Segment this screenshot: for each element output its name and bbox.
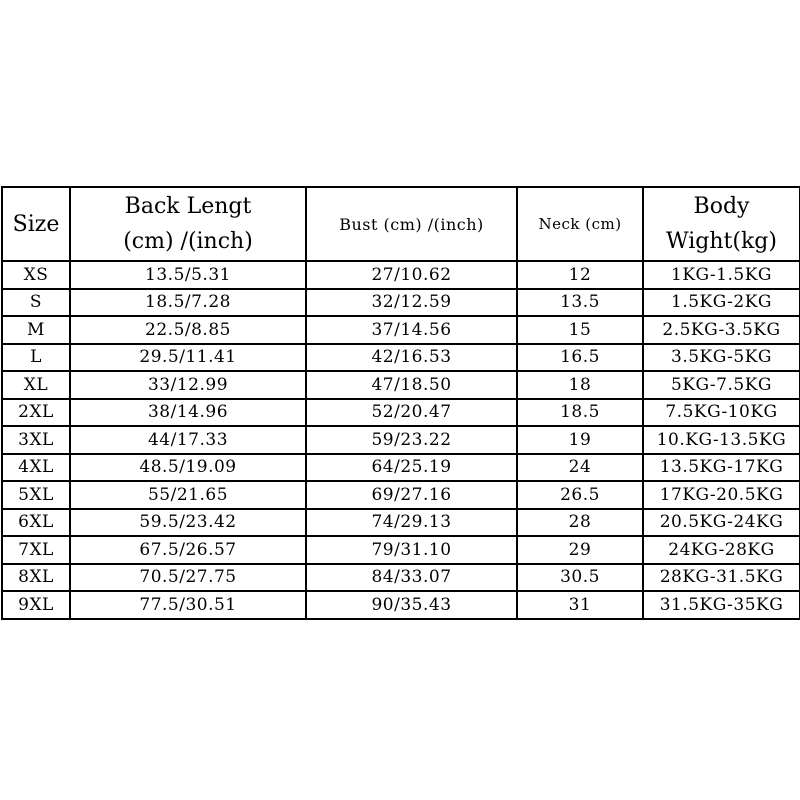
bust-cell: 42/16.53: [306, 344, 517, 372]
header-row: [2, 187, 800, 261]
header-back-length-line1: Back Lengt: [124, 194, 252, 219]
bust-cell: 59/23.22: [306, 426, 517, 454]
table-row: [2, 536, 800, 564]
body-weight-cell: 13.5KG-17KG: [643, 454, 800, 482]
neck-cell: 19: [517, 426, 643, 454]
header-body-weight: [643, 187, 800, 261]
back-length-cell: 22.5/8.85: [70, 316, 306, 344]
size-cell: L: [2, 344, 70, 372]
body-weight-cell: 10.KG-13.5KG: [643, 426, 800, 454]
size-chart-body: [2, 261, 800, 619]
header-neck: Neck (cm): [517, 187, 643, 261]
header-back-length-line2: (cm) /(inch): [123, 229, 253, 254]
header-size: Size: [2, 187, 70, 261]
body-weight-cell: 1.5KG-2KG: [643, 289, 800, 317]
size-cell: 6XL: [2, 509, 70, 537]
size-cell: XS: [2, 261, 70, 289]
bust-cell: 47/18.50: [306, 371, 517, 399]
back-length-cell: 29.5/11.41: [70, 344, 306, 372]
size-cell: S: [2, 289, 70, 317]
size-cell: 8XL: [2, 564, 70, 592]
neck-cell: 13.5: [517, 289, 643, 317]
table-row: [2, 371, 800, 399]
neck-cell: 12: [517, 261, 643, 289]
body-weight-cell: 7.5KG-10KG: [643, 399, 800, 427]
bust-cell: 52/20.47: [306, 399, 517, 427]
bust-cell: 79/31.10: [306, 536, 517, 564]
bust-cell: 74/29.13: [306, 509, 517, 537]
body-weight-cell: 31.5KG-35KG: [643, 591, 800, 619]
back-length-cell: 44/17.33: [70, 426, 306, 454]
size-cell: 7XL: [2, 536, 70, 564]
size-cell: M: [2, 316, 70, 344]
bust-cell: 84/33.07: [306, 564, 517, 592]
back-length-cell: 59.5/23.42: [70, 509, 306, 537]
table-row: [2, 481, 800, 509]
back-length-cell: 48.5/19.09: [70, 454, 306, 482]
back-length-cell: 18.5/7.28: [70, 289, 306, 317]
neck-cell: 26.5: [517, 481, 643, 509]
table-row: [2, 289, 800, 317]
back-length-cell: 70.5/27.75: [70, 564, 306, 592]
table-row: [2, 426, 800, 454]
body-weight-cell: 28KG-31.5KG: [643, 564, 800, 592]
table-row: [2, 261, 800, 289]
header-body-weight-line2: Wight(kg): [666, 229, 777, 254]
neck-cell: 16.5: [517, 344, 643, 372]
size-cell: 3XL: [2, 426, 70, 454]
header-back-length: [70, 187, 306, 261]
bust-cell: 32/12.59: [306, 289, 517, 317]
back-length-cell: 77.5/30.51: [70, 591, 306, 619]
size-cell: 5XL: [2, 481, 70, 509]
size-cell: 4XL: [2, 454, 70, 482]
table-row: [2, 564, 800, 592]
neck-cell: 18.5: [517, 399, 643, 427]
bust-cell: 27/10.62: [306, 261, 517, 289]
table-row: [2, 399, 800, 427]
neck-cell: 24: [517, 454, 643, 482]
header-bust: Bust (cm) /(inch): [306, 187, 517, 261]
table-row: [2, 344, 800, 372]
body-weight-cell: 17KG-20.5KG: [643, 481, 800, 509]
table-row: [2, 316, 800, 344]
table-row: [2, 591, 800, 619]
table-row: [2, 454, 800, 482]
bust-cell: 69/27.16: [306, 481, 517, 509]
body-weight-cell: 2.5KG-3.5KG: [643, 316, 800, 344]
table-row: [2, 509, 800, 537]
body-weight-cell: 24KG-28KG: [643, 536, 800, 564]
neck-cell: 29: [517, 536, 643, 564]
body-weight-cell: 1KG-1.5KG: [643, 261, 800, 289]
bust-cell: 64/25.19: [306, 454, 517, 482]
body-weight-cell: 5KG-7.5KG: [643, 371, 800, 399]
neck-cell: 30.5: [517, 564, 643, 592]
bust-cell: 90/35.43: [306, 591, 517, 619]
back-length-cell: 38/14.96: [70, 399, 306, 427]
back-length-cell: 13.5/5.31: [70, 261, 306, 289]
neck-cell: 28: [517, 509, 643, 537]
size-cell: 2XL: [2, 399, 70, 427]
neck-cell: 15: [517, 316, 643, 344]
neck-cell: 18: [517, 371, 643, 399]
back-length-cell: 55/21.65: [70, 481, 306, 509]
body-weight-cell: 3.5KG-5KG: [643, 344, 800, 372]
size-cell: XL: [2, 371, 70, 399]
neck-cell: 31: [517, 591, 643, 619]
back-length-cell: 67.5/26.57: [70, 536, 306, 564]
bust-cell: 37/14.56: [306, 316, 517, 344]
body-weight-cell: 20.5KG-24KG: [643, 509, 800, 537]
size-chart-table: [1, 186, 800, 620]
size-cell: 9XL: [2, 591, 70, 619]
header-body-weight-line1: Body: [693, 194, 750, 219]
back-length-cell: 33/12.99: [70, 371, 306, 399]
